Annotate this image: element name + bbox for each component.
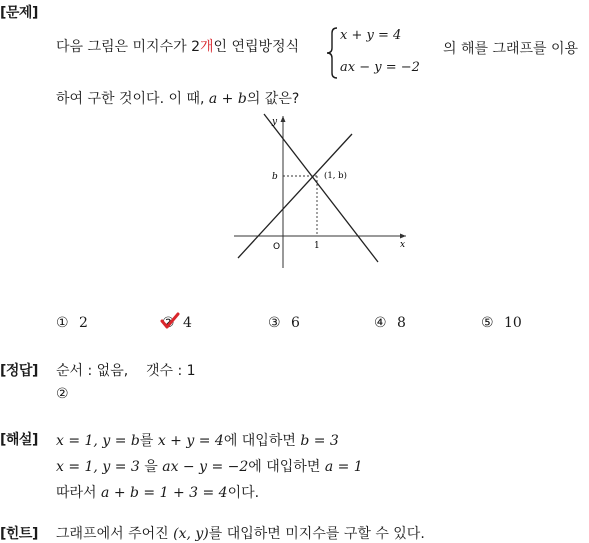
graph-figure [228,112,413,272]
option-3-value: 6 [291,315,300,331]
expl-l1-mid2: 에 대입하면 [223,433,296,449]
expl-l2-math3: a = 1 [324,459,363,475]
checkmark-icon [160,312,180,330]
problem-line1-suffix: 인 연립방정식 [213,39,300,55]
problem-line1-prefix: 다음 그림은 미지수가 2 [56,39,200,55]
one-tick-label: 1 [314,241,320,251]
option-5-value: 10 [504,315,522,331]
expl-l2-math: x = 1, y = 3 [56,459,140,475]
expl-l2-mid: 을 [144,459,158,475]
answer-label: [정답] [0,363,38,379]
origin-label: O [273,242,281,252]
y-axis-label: y [272,117,278,127]
explanation-line3 [56,482,259,502]
option-4-value: 8 [397,315,406,331]
equation-2: ax − y = −2 [340,60,420,75]
expl-l1-math: x = 1, y = b [56,433,140,449]
hint-label: [힌트] [0,526,38,542]
problem-line2-suffix: 의 값은? [246,91,300,107]
x-axis-arrow-icon [400,234,406,239]
option-3[interactable] [268,315,300,331]
hint-text [56,523,425,543]
option-2-number-text: ② [162,315,175,331]
answer-line2: ② [56,386,69,402]
explanation-label: [해설] [0,432,38,448]
expl-l3-suffix: 이다. [227,485,260,501]
problem-line1-end: 의 해를 그래프를 이용 [443,41,579,57]
option-1-value: 2 [79,315,88,331]
option-1-number: ① [56,315,69,331]
answer-line1: 순서 : 없음, 갯수 : 1 [56,363,196,379]
option-4[interactable] [374,315,406,331]
option-2-value: 4 [183,315,192,331]
b-tick-label: b [272,172,278,182]
problem-label: [문제] [0,5,38,21]
hint-math: (x, y) [173,526,209,542]
expl-l3-math: a + b = 1 + 3 = 4 [101,485,228,501]
problem-line2-prefix: 하여 구한 것이다. 이 때, [56,91,205,107]
option-4-number: ④ [374,315,387,331]
expl-l3-prefix: 따라서 [56,485,97,501]
line-ax-minus-y [238,134,352,258]
option-5[interactable] [481,315,522,331]
hint-suffix: 를 대입하면 미지수를 구할 수 있다. [208,526,425,542]
expl-l2-mid2: 에 대입하면 [248,459,321,475]
explanation-line2 [56,456,363,476]
line-x-plus-y [264,114,378,262]
expl-l1-math2: x + y = 4 [157,433,224,449]
expl-l2-math2: ax − y = −2 [162,459,249,475]
problem-line2-math: a + b [208,91,247,107]
explanation-line1 [56,430,339,450]
problem-line1-red: 개 [199,39,214,55]
problem-text-line1 [56,36,299,56]
y-axis-arrow-icon [281,116,286,122]
problem-text-line2 [56,88,299,108]
option-5-number: ⑤ [481,315,494,331]
x-axis-label: x [400,240,406,250]
option-2[interactable] [162,315,192,331]
equation-1: x + y = 4 [340,28,402,43]
expl-l1-mid: 를 [139,433,154,449]
hint-prefix: 그래프에서 주어진 [56,526,169,542]
option-2-number [162,315,179,331]
option-1[interactable] [56,315,88,331]
option-3-number: ③ [268,315,281,331]
system-brace-icon [326,27,338,79]
expl-l1-math3: b = 3 [300,433,339,449]
intersection-point-label: (1, b) [324,171,347,181]
